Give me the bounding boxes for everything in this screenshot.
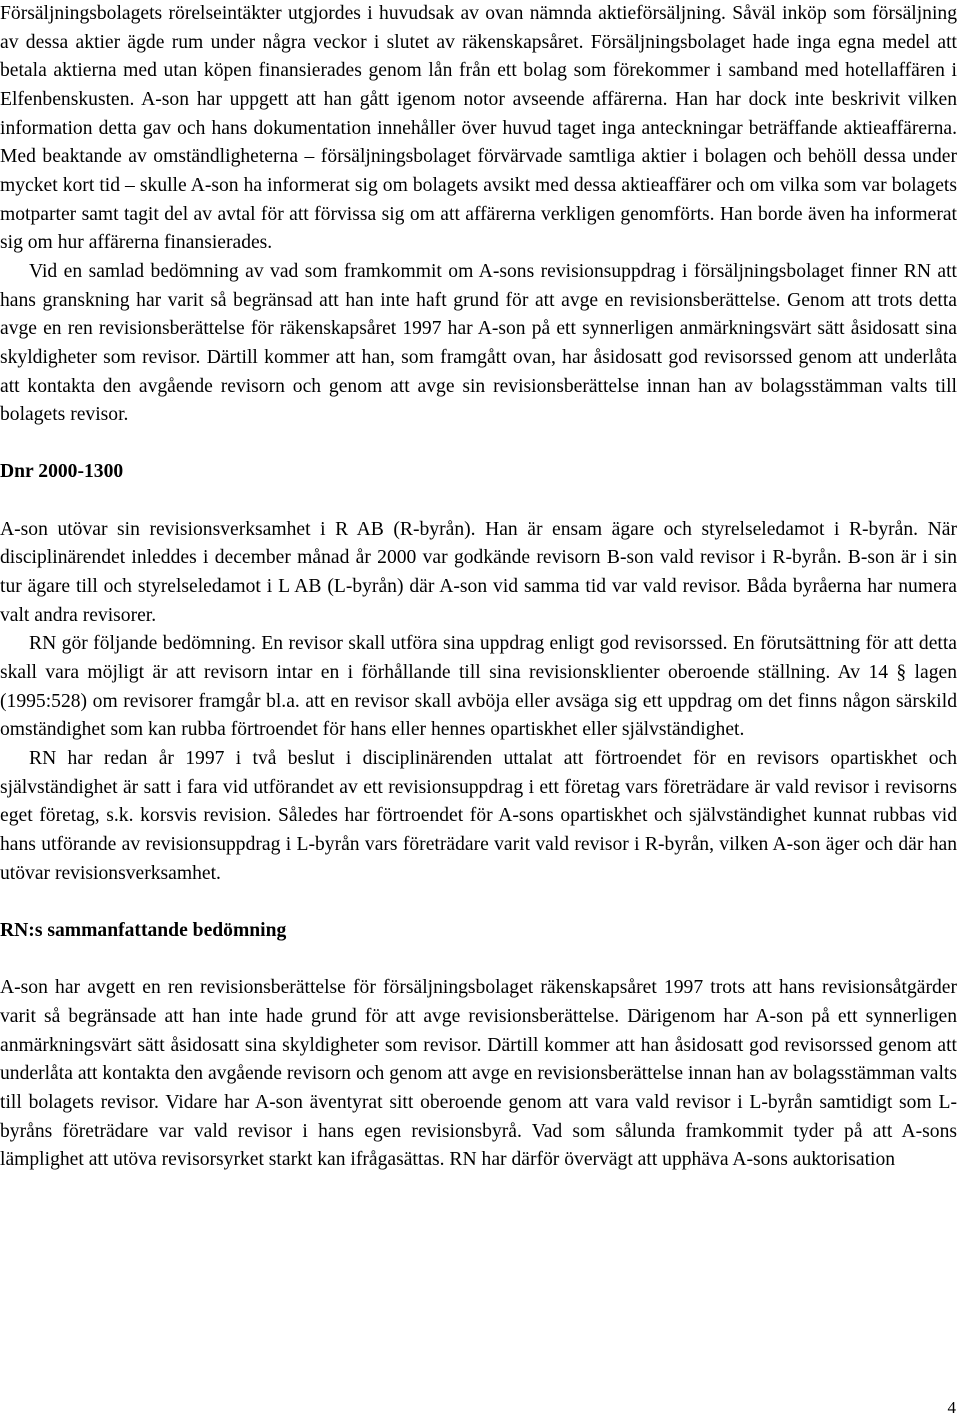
body-paragraph: RN har redan år 1997 i två beslut i disciplinärenden uttalat att förtroendet för en revisors opartiskhet och självständighet är satt i fara vid utförandet av ett revisionsuppdrag i ett företag vars företrädare är vald revisor i revisorns eget företag, s.k. korsvis revision. Således har förtroendet för A-sons opartiskhet och självständighet kunnat rubbas vid hans utförande av revisionsuppdrag i L-byrån vars företrädare varit vald revisor i R-byrån, vilken A-son äger och där han utövar revisionsverksamhet. [0, 748, 957, 884]
section-spacer [0, 487, 957, 516]
page-number: 4 [947, 1398, 956, 1417]
body-paragraph: A-son utövar sin revisionsverksamhet i R AB (R-byrån). Han är ensam ägare och styrelseledamot i R-byrån. När disciplinärendet inleddes i december månad år 2000 var godkände revisorn B-son vald revisor i R-byrån. B-son är i sin tur ägare till och styrelseledamot i L AB (L-byrån) där A-son vid samma tid var vald revisor. Båda byråerna har numera valt andra revisorer. [0, 518, 957, 626]
body-paragraph: Vid en samlad bedömning av vad som framkommit om A-sons revisionsuppdrag i försäljningsbolaget finner RN att hans granskning har varit så begränsad att han inte haft grund för att avge en revisionsberättelse. Genom att trots detta avge en ren revisionsberättelse för räkenskapsåret 1997 har A-son på ett synnerligen anmärkningsvärt sätt åsidosatt sina skyldigheter som revisor. Därtill kommer att han, som framgått ovan, har åsidosatt god revisorssed genom att underlåta att kontakta den avgående revisorn och genom att avge sin revisionsberättelse innan han av bolagsstämman valts till bolagets revisor. [0, 260, 957, 426]
body-paragraph: A-son har avgett en ren revisionsberättelse för försäljningsbolaget räkenskapsåret 1997 trots att hans revisionsåtgärder varit så begränsade att han inte hade grund för att avge revisionsberättelse. Därigenom har A-son på ett synnerligen anmärkningsvärt sätt åsidosatt sina skyldigheter som revisor. Därtill kommer att han åsidosatt god revisorssed genom att underlåta att kontakta den avgående revisorn och genom att avge en revisionsberättelse innan han av bolagsstämman valts till bolagets revisor. Vidare har A-son äventyrat sitt oberoende genom att vara vald revisor i L-byrån samtidigt som L-byråns företrädare var vald revisor i hans egen revisionsbyrå. Vad som sålunda framkommit tyder på att A-sons lämplighet att utöva revisorsyrket starkt kan ifrågasättas. RN har därför övervägt att upphäva A-sons auktorisation [0, 977, 957, 1171]
section-spacer [0, 888, 957, 917]
section-spacer [0, 430, 957, 459]
section-heading-summary: RN:s sammanfattande bedömning [0, 919, 287, 941]
body-paragraph: RN gör följande bedömning. En revisor skall utföra sina uppdrag enligt god revisorssed. En förutsättning för att detta skall vara möjligt är att revisorn intar en i förhållande till sina revisionsklienter oberoende ställning. Av 14 § lagen (1995:528) om revisorer framgår bl.a. att en revisor skall avböja eller avsäga sig ett uppdrag om det finns någon särskild omständighet som kan rubba förtroendet för hans eller hennes opartiskhet eller självständighet. [0, 633, 957, 741]
section-heading-dnr: Dnr 2000-1300 [0, 461, 124, 483]
section-spacer [0, 946, 957, 975]
body-paragraph: Försäljningsbolagets rörelseintäkter utgjordes i huvudsak av ovan nämnda aktieförsäljning. Såväl inköp som försäljning av dessa aktier ägde rum under några veckor i slutet av räkenskapsåret. Försäljningsbolaget hade inga egna medel att betala aktierna med utan köpen finansierades genom lån från ett bolag som förekommer i samband med hotellaffären i Elfenbenskusten. A-son har uppgett att han gått igenom notor avseende affärerna. Han har dock inte beskrivit vilken information detta gav och hans dokumentation innehåller över huvud taget inga anteckningar beträffande aktieaffärerna. Med beaktande av omständligheterna – försäljningsbolaget förvärvade samtliga aktier i bolagen och behöll dessa under mycket kort tid – skulle A-son ha informerat sig om bolagets avsikt med dessa aktieaffärer och om vilka som var bolagets motparter samt tagit del av avtal för att förvissa sig om att affärerna verkligen genomförts. Han borde även ha informerat sig om hur affärerna finansierades. [0, 3, 957, 254]
